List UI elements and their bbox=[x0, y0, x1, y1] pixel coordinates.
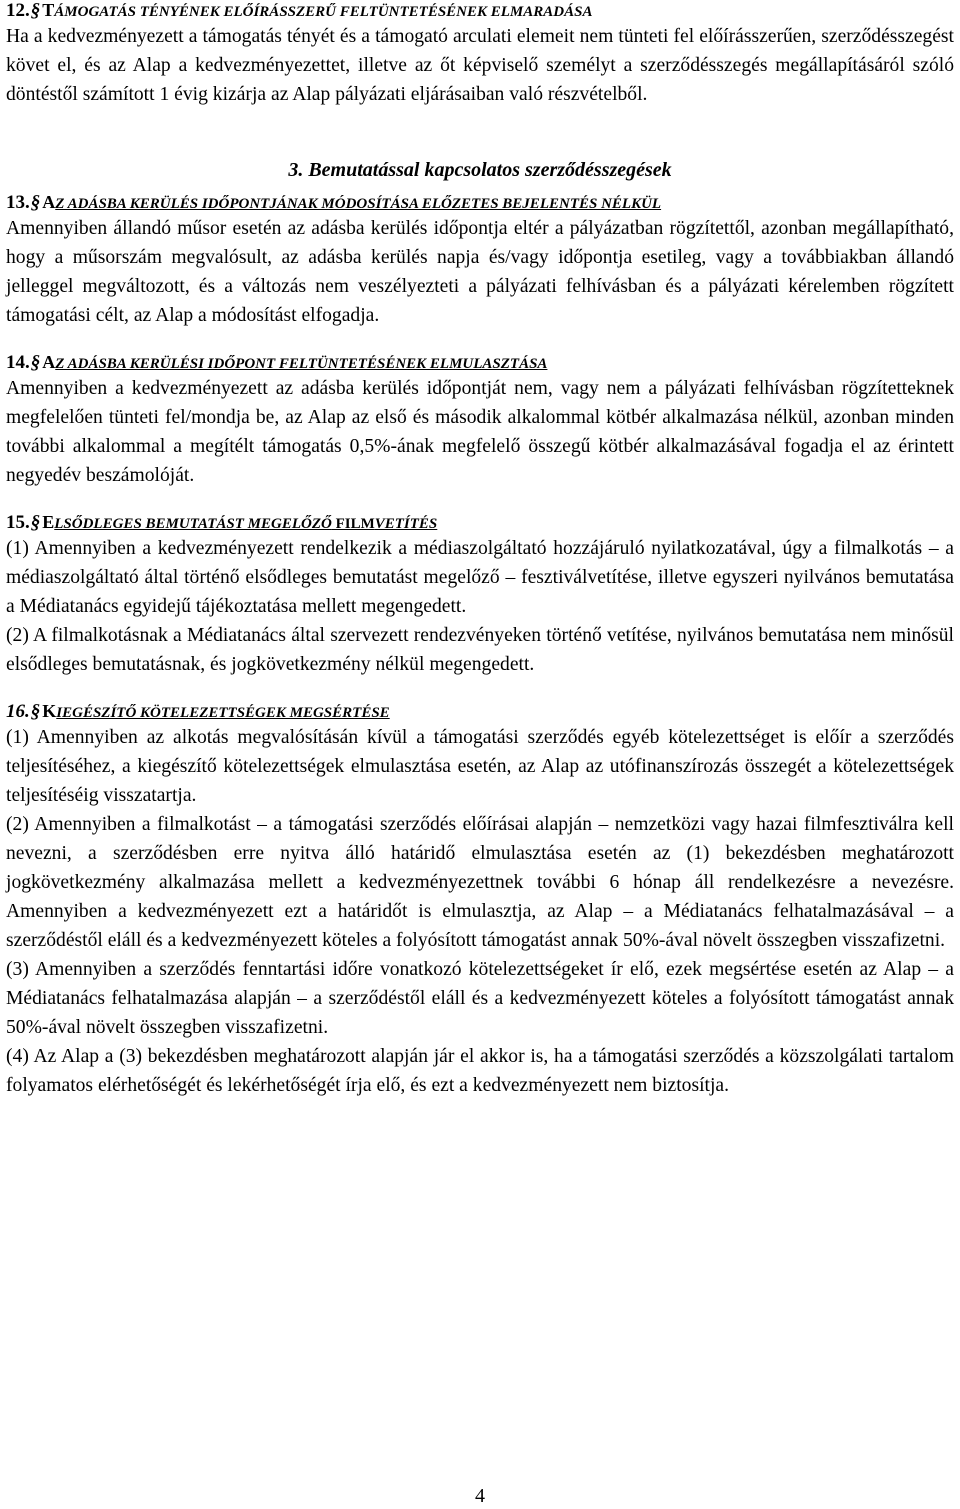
section-16-paragraph-4: (4) Az Alap a (3) bekezdésben meghatározott alapján jár el akkor is, ha a támogatási szerződés a közszolgálati tartalom folyamatos elérhetőségét és lekérhetőségét írja elő, és ezt a kedvezményezett nem biztosítja. bbox=[6, 1046, 954, 1096]
section-13-text: Amennyiben állandó műsor esetén az adásba kerülés időpontja eltér a pályázatban rögzítettől, azonban megállapítható, hogy a műsorszám megvalósult, az adásba kerülés napja és/vagy időpontja esetileg, vagy a továbbiakban állandó jelleggel megváltozott, és a változás nem veszélyezteti a pályázati felhívásban és a pályázati kérelemben rögzített támogatási célt, az Alap a módosítást elfogadja. bbox=[6, 218, 954, 326]
chapter-heading: 3. Bemutatással kapcsolatos szerződésszegések bbox=[288, 159, 672, 181]
paragraph-sign: § bbox=[30, 192, 41, 213]
section-title-initial: A bbox=[42, 352, 56, 372]
section-number: 13. bbox=[6, 192, 30, 213]
section-number: 15. bbox=[6, 512, 30, 533]
section-title: LSŐDLEGES BEMUTATÁST MEGELŐZŐ bbox=[54, 516, 332, 532]
paragraph-sign: § bbox=[30, 701, 41, 722]
document-content bbox=[6, 0, 954, 1100]
section-title-initial: A bbox=[42, 192, 56, 212]
section-number: 12. bbox=[6, 0, 30, 21]
section-title: Z ADÁSBA KERÜLÉSI IDŐPONT FELTÜNTETÉSÉNEK ELMULASZTÁSA bbox=[55, 356, 548, 372]
section-number: 14. bbox=[6, 352, 30, 373]
paragraph-sign: § bbox=[30, 512, 41, 533]
paragraph-sign: § bbox=[30, 0, 41, 21]
paragraph-sign: § bbox=[30, 352, 41, 373]
section-title-initial: K bbox=[42, 701, 57, 721]
section-16-paragraph-2: (2) Amennyiben a filmalkotást – a támogatási szerződés előírásai alapján – nemzetközi vagy hazai filmfesztiválra kell nevezni, a szerződésben erre nyitva álló határidő elmulasztása esetén az (1) bekezdésben meghatározott jogkövetkezmény alkalmazása mellett a kedvezményezettnek további 6 hónap áll rendelkezésre a nevezésre. Amennyiben a kedvezményezett ezt a határidőt is elmulasztja, az Alap – a Médiatanács felhatalmazásával – a szerződéstől eláll és a kedvezményezett köteles a folyósított támogatást annak 50%-ával növelt összegben visszafizetni. bbox=[6, 814, 954, 951]
section-title: IEGÉSZÍTŐ KÖTELEZETTSÉGEK MEGSÉRTÉSE bbox=[56, 705, 390, 721]
section-16-paragraph-3: (3) Amennyiben a szerződés fenntartási időre vonatkozó kötelezettségeket ír elő, ezek megsértése esetén az Alap – a Médiatanács felhatalmazása alapján – a szerződéstől eláll és a kedvezményezett köteles a folyósított támogatást annak 50%-ával növelt összegben visszafizetni. bbox=[6, 959, 954, 1038]
section-title-end: VETÍTÉS bbox=[374, 516, 438, 532]
section-12-text: Ha a kedvezményezett a támogatás tényét és a támogató arculati elemeit nem tünteti fel előírásszerűen, szerződésszegést követ el, és az Alap a kedvezményezettet, illetve az őt képviselő személyt a szerződésszegés megállapításáról szóló döntéstől számított 1 évig kizárja az Alap pályázati eljárásaiban való részvételből. bbox=[6, 26, 954, 105]
section-14-text: Amennyiben a kedvezményezett az adásba kerülés időpontját nem, vagy nem a pályázati felhívásban rögzítetteknek megfelelően tünteti fel/mondja be, az Alap az első és második alkalommal kötbér alkalmazása nélkül, azonban minden további alkalommal a megítélt támogatás 0,5%-ának megfelelő összegű kötbér alkalmazásával fogadja el az érintett negyedév beszámolóját. bbox=[6, 378, 954, 486]
section-15-heading bbox=[6, 510, 954, 534]
section-12-heading bbox=[6, 0, 954, 22]
section-15-paragraph-2: (2) A filmalkotásnak a Médiatanács által szervezett rendezvényeken történő vetítése, nyilvános bemutatása nem minősül elsődleges bemutatásnak, és jogkövetkezmény nélkül megengedett. bbox=[6, 625, 954, 675]
section-title-initial: T bbox=[42, 0, 55, 20]
section-title: Z ADÁSBA KERÜLÉS IDŐPONTJÁNAK MÓDOSÍTÁSA ELŐZETES BEJELENTÉS NÉLKÜL bbox=[55, 196, 662, 212]
section-16-paragraph-1: (1) Amennyiben az alkotás megvalósításán kívül a támogatási szerződés egyéb kötelezettséget is előír a szerződés teljesítéséhez, a kiegészítő kötelezettségek elmulasztása esetén, az Alap az utófinanszírozás összegét a kötelezettségek teljesítéséig visszatartja. bbox=[6, 727, 954, 806]
page-number: 4 bbox=[475, 1485, 485, 1507]
section-title-middle: FILM bbox=[331, 516, 375, 532]
section-14-heading bbox=[6, 350, 954, 374]
section-title-initial: E bbox=[42, 512, 55, 532]
section-16-heading bbox=[6, 699, 954, 723]
section-number: 16. bbox=[6, 701, 30, 722]
section-15-paragraph-1: (1) Amennyiben a kedvezményezett rendelkezik a médiaszolgáltató hozzájáruló nyilatkozatával, úgy a filmalkotás – a médiaszolgáltató által történő elsődleges bemutatást megelőző – fesztiválvetítése, illetve egyszeri nyilvános bemutatása a Médiatanács egyidejű tájékoztatása mellett megengedett. bbox=[6, 538, 954, 617]
section-title: ÁMOGATÁS TÉNYÉNEK ELŐÍRÁSSZERŰ FELTÜNTETÉSÉNEK ELMARADÁSA bbox=[54, 4, 593, 20]
section-13-heading bbox=[6, 190, 954, 214]
